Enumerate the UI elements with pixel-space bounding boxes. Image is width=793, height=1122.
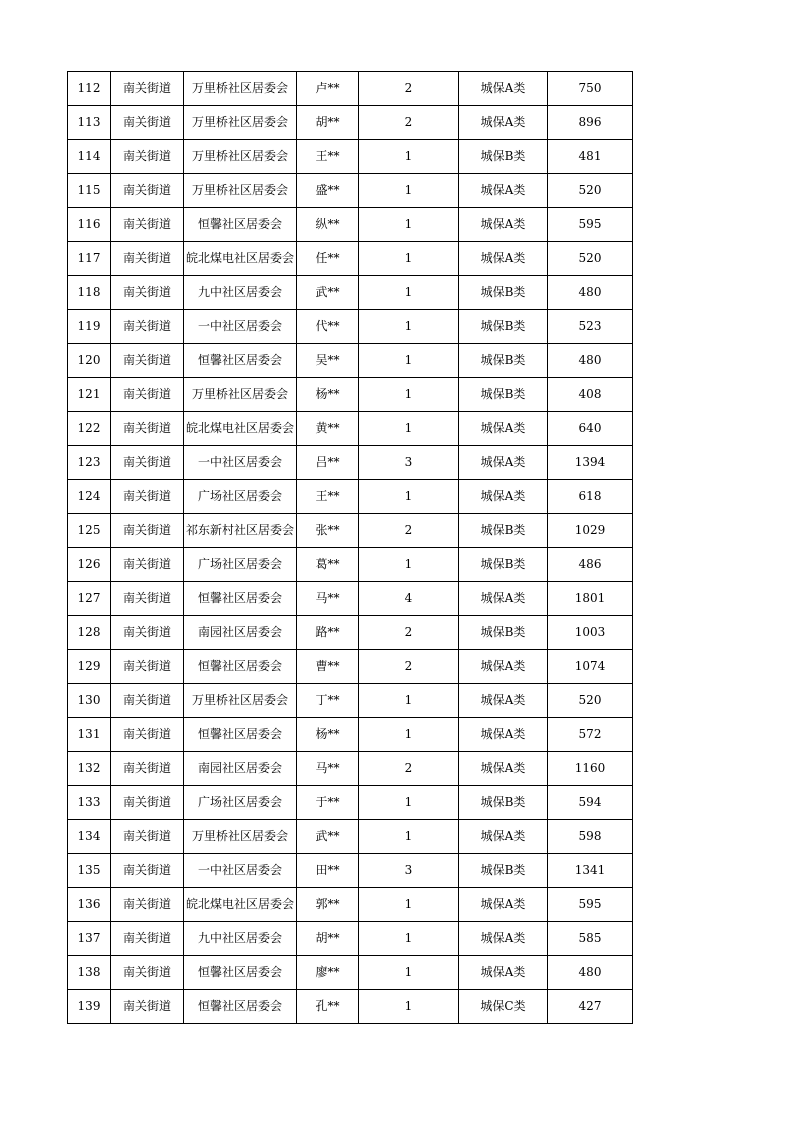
table-row [68, 174, 633, 208]
amount-cell: 480 [548, 956, 633, 990]
street-cell: 南关街道 [111, 786, 184, 820]
street-cell: 南关街道 [111, 378, 184, 412]
household-count-cell: 1 [359, 344, 459, 378]
insurance-category-cell: 城保A类 [459, 242, 548, 276]
person-name-cell: 吕** [297, 446, 359, 480]
street-cell: 南关街道 [111, 820, 184, 854]
table-row [68, 684, 633, 718]
community-cell: 万里桥社区居委会 [184, 684, 297, 718]
household-count-cell: 1 [359, 480, 459, 514]
community-cell: 皖北煤电社区居委会 [184, 412, 297, 446]
community-cell: 万里桥社区居委会 [184, 820, 297, 854]
insurance-category-cell: 城保A类 [459, 718, 548, 752]
household-count-cell: 2 [359, 106, 459, 140]
street-cell: 南关街道 [111, 208, 184, 242]
household-count-cell: 1 [359, 956, 459, 990]
person-name-cell: 田** [297, 854, 359, 888]
household-count-cell: 2 [359, 514, 459, 548]
community-cell: 一中社区居委会 [184, 310, 297, 344]
community-cell: 万里桥社区居委会 [184, 72, 297, 106]
street-cell: 南关街道 [111, 854, 184, 888]
row-number-cell: 133 [68, 786, 111, 820]
insurance-category-cell: 城保A类 [459, 752, 548, 786]
community-cell: 万里桥社区居委会 [184, 174, 297, 208]
insurance-category-cell: 城保B类 [459, 514, 548, 548]
table-row [68, 344, 633, 378]
amount-cell: 1341 [548, 854, 633, 888]
table-row [68, 480, 633, 514]
amount-cell: 1160 [548, 752, 633, 786]
row-number-cell: 118 [68, 276, 111, 310]
household-count-cell: 1 [359, 684, 459, 718]
row-number-cell: 134 [68, 820, 111, 854]
row-number-cell: 120 [68, 344, 111, 378]
insurance-category-cell: 城保A类 [459, 888, 548, 922]
amount-cell: 520 [548, 242, 633, 276]
community-cell: 南园社区居委会 [184, 752, 297, 786]
person-name-cell: 吴** [297, 344, 359, 378]
person-name-cell: 于** [297, 786, 359, 820]
table-row [68, 718, 633, 752]
table-row [68, 310, 633, 344]
person-name-cell: 王** [297, 140, 359, 174]
street-cell: 南关街道 [111, 276, 184, 310]
insurance-category-cell: 城保B类 [459, 310, 548, 344]
community-cell: 恒馨社区居委会 [184, 650, 297, 684]
amount-cell: 481 [548, 140, 633, 174]
insurance-category-cell: 城保B类 [459, 786, 548, 820]
street-cell: 南关街道 [111, 106, 184, 140]
street-cell: 南关街道 [111, 582, 184, 616]
insurance-category-cell: 城保A类 [459, 480, 548, 514]
person-name-cell: 纵** [297, 208, 359, 242]
household-count-cell: 1 [359, 922, 459, 956]
household-count-cell: 1 [359, 174, 459, 208]
insurance-category-cell: 城保B类 [459, 616, 548, 650]
community-cell: 一中社区居委会 [184, 854, 297, 888]
amount-cell: 520 [548, 174, 633, 208]
amount-cell: 1394 [548, 446, 633, 480]
person-name-cell: 胡** [297, 922, 359, 956]
row-number-cell: 127 [68, 582, 111, 616]
amount-cell: 594 [548, 786, 633, 820]
amount-cell: 618 [548, 480, 633, 514]
row-number-cell: 122 [68, 412, 111, 446]
insurance-category-cell: 城保A类 [459, 820, 548, 854]
household-count-cell: 1 [359, 412, 459, 446]
table-row [68, 412, 633, 446]
table-row [68, 616, 633, 650]
insurance-category-cell: 城保B类 [459, 548, 548, 582]
household-count-cell: 1 [359, 242, 459, 276]
amount-cell: 1003 [548, 616, 633, 650]
table-row [68, 106, 633, 140]
row-number-cell: 124 [68, 480, 111, 514]
street-cell: 南关街道 [111, 684, 184, 718]
table-row [68, 582, 633, 616]
household-count-cell: 1 [359, 990, 459, 1024]
insurance-category-cell: 城保A类 [459, 412, 548, 446]
community-cell: 万里桥社区居委会 [184, 140, 297, 174]
insurance-category-cell: 城保A类 [459, 208, 548, 242]
table-row [68, 922, 633, 956]
table-row [68, 140, 633, 174]
household-count-cell: 4 [359, 582, 459, 616]
community-cell: 广场社区居委会 [184, 786, 297, 820]
table-row [68, 446, 633, 480]
row-number-cell: 139 [68, 990, 111, 1024]
person-name-cell: 曹** [297, 650, 359, 684]
community-cell: 万里桥社区居委会 [184, 106, 297, 140]
table-row [68, 548, 633, 582]
amount-cell: 595 [548, 888, 633, 922]
community-cell: 九中社区居委会 [184, 922, 297, 956]
community-cell: 皖北煤电社区居委会 [184, 888, 297, 922]
community-cell: 万里桥社区居委会 [184, 378, 297, 412]
community-cell: 恒馨社区居委会 [184, 582, 297, 616]
household-count-cell: 2 [359, 72, 459, 106]
community-cell: 恒馨社区居委会 [184, 208, 297, 242]
street-cell: 南关街道 [111, 514, 184, 548]
row-number-cell: 123 [68, 446, 111, 480]
amount-cell: 1029 [548, 514, 633, 548]
household-count-cell: 1 [359, 378, 459, 412]
row-number-cell: 117 [68, 242, 111, 276]
person-name-cell: 代** [297, 310, 359, 344]
household-count-cell: 1 [359, 310, 459, 344]
person-name-cell: 武** [297, 820, 359, 854]
street-cell: 南关街道 [111, 616, 184, 650]
insurance-category-cell: 城保A类 [459, 956, 548, 990]
insurance-category-cell: 城保A类 [459, 684, 548, 718]
household-count-cell: 1 [359, 820, 459, 854]
amount-cell: 427 [548, 990, 633, 1024]
table-row [68, 956, 633, 990]
insurance-category-cell: 城保A类 [459, 106, 548, 140]
household-count-cell: 3 [359, 854, 459, 888]
table-row [68, 786, 633, 820]
household-count-cell: 2 [359, 650, 459, 684]
amount-cell: 480 [548, 276, 633, 310]
row-number-cell: 113 [68, 106, 111, 140]
person-name-cell: 杨** [297, 718, 359, 752]
amount-cell: 640 [548, 412, 633, 446]
table-row [68, 820, 633, 854]
insurance-category-cell: 城保A类 [459, 922, 548, 956]
household-count-cell: 1 [359, 786, 459, 820]
person-name-cell: 王** [297, 480, 359, 514]
table-row [68, 854, 633, 888]
street-cell: 南关街道 [111, 650, 184, 684]
table-row [68, 752, 633, 786]
row-number-cell: 130 [68, 684, 111, 718]
community-cell: 皖北煤电社区居委会 [184, 242, 297, 276]
person-name-cell: 张** [297, 514, 359, 548]
table-row [68, 650, 633, 684]
community-cell: 广场社区居委会 [184, 480, 297, 514]
community-cell: 祁东新村社区居委会 [184, 514, 297, 548]
person-name-cell: 胡** [297, 106, 359, 140]
street-cell: 南关街道 [111, 446, 184, 480]
person-name-cell: 马** [297, 752, 359, 786]
insurance-category-cell: 城保A类 [459, 174, 548, 208]
street-cell: 南关街道 [111, 174, 184, 208]
row-number-cell: 114 [68, 140, 111, 174]
street-cell: 南关街道 [111, 990, 184, 1024]
row-number-cell: 116 [68, 208, 111, 242]
household-count-cell: 1 [359, 548, 459, 582]
person-name-cell: 葛** [297, 548, 359, 582]
insurance-category-cell: 城保C类 [459, 990, 548, 1024]
person-name-cell: 路** [297, 616, 359, 650]
row-number-cell: 129 [68, 650, 111, 684]
person-name-cell: 马** [297, 582, 359, 616]
insurance-category-cell: 城保B类 [459, 140, 548, 174]
table-row [68, 242, 633, 276]
row-number-cell: 138 [68, 956, 111, 990]
table-row [68, 378, 633, 412]
community-cell: 恒馨社区居委会 [184, 718, 297, 752]
street-cell: 南关街道 [111, 412, 184, 446]
table-row [68, 72, 633, 106]
street-cell: 南关街道 [111, 72, 184, 106]
community-cell: 恒馨社区居委会 [184, 344, 297, 378]
person-name-cell: 郭** [297, 888, 359, 922]
street-cell: 南关街道 [111, 752, 184, 786]
insurance-category-cell: 城保B类 [459, 378, 548, 412]
amount-cell: 598 [548, 820, 633, 854]
row-number-cell: 137 [68, 922, 111, 956]
row-number-cell: 125 [68, 514, 111, 548]
amount-cell: 896 [548, 106, 633, 140]
amount-cell: 1801 [548, 582, 633, 616]
table-row [68, 990, 633, 1024]
community-cell: 恒馨社区居委会 [184, 956, 297, 990]
insurance-category-cell: 城保A类 [459, 446, 548, 480]
amount-cell: 585 [548, 922, 633, 956]
street-cell: 南关街道 [111, 888, 184, 922]
insurance-category-cell: 城保B类 [459, 276, 548, 310]
household-count-cell: 3 [359, 446, 459, 480]
amount-cell: 480 [548, 344, 633, 378]
household-count-cell: 1 [359, 718, 459, 752]
street-cell: 南关街道 [111, 718, 184, 752]
row-number-cell: 136 [68, 888, 111, 922]
insurance-category-cell: 城保B类 [459, 344, 548, 378]
amount-cell: 520 [548, 684, 633, 718]
community-cell: 恒馨社区居委会 [184, 990, 297, 1024]
amount-cell: 523 [548, 310, 633, 344]
amount-cell: 486 [548, 548, 633, 582]
street-cell: 南关街道 [111, 310, 184, 344]
amount-cell: 572 [548, 718, 633, 752]
household-count-cell: 1 [359, 276, 459, 310]
community-cell: 南园社区居委会 [184, 616, 297, 650]
person-name-cell: 孔** [297, 990, 359, 1024]
person-name-cell: 任** [297, 242, 359, 276]
household-count-cell: 1 [359, 208, 459, 242]
table-row [68, 514, 633, 548]
street-cell: 南关街道 [111, 344, 184, 378]
amount-cell: 408 [548, 378, 633, 412]
row-number-cell: 131 [68, 718, 111, 752]
household-count-cell: 1 [359, 140, 459, 174]
row-number-cell: 119 [68, 310, 111, 344]
household-count-cell: 2 [359, 752, 459, 786]
household-count-cell: 2 [359, 616, 459, 650]
insurance-category-cell: 城保B类 [459, 854, 548, 888]
household-count-cell: 1 [359, 888, 459, 922]
row-number-cell: 135 [68, 854, 111, 888]
community-cell: 一中社区居委会 [184, 446, 297, 480]
person-name-cell: 丁** [297, 684, 359, 718]
roster-table [67, 71, 633, 1024]
community-cell: 九中社区居委会 [184, 276, 297, 310]
insurance-category-cell: 城保A类 [459, 650, 548, 684]
person-name-cell: 盛** [297, 174, 359, 208]
table-row [68, 276, 633, 310]
community-cell: 广场社区居委会 [184, 548, 297, 582]
table-row [68, 888, 633, 922]
street-cell: 南关街道 [111, 480, 184, 514]
amount-cell: 595 [548, 208, 633, 242]
insurance-category-cell: 城保A类 [459, 582, 548, 616]
roster-body [68, 72, 633, 1024]
person-name-cell: 杨** [297, 378, 359, 412]
person-name-cell: 卢** [297, 72, 359, 106]
person-name-cell: 廖** [297, 956, 359, 990]
row-number-cell: 112 [68, 72, 111, 106]
street-cell: 南关街道 [111, 548, 184, 582]
person-name-cell: 黄** [297, 412, 359, 446]
street-cell: 南关街道 [111, 242, 184, 276]
row-number-cell: 115 [68, 174, 111, 208]
row-number-cell: 121 [68, 378, 111, 412]
street-cell: 南关街道 [111, 140, 184, 174]
insurance-category-cell: 城保A类 [459, 72, 548, 106]
person-name-cell: 武** [297, 276, 359, 310]
row-number-cell: 128 [68, 616, 111, 650]
street-cell: 南关街道 [111, 922, 184, 956]
row-number-cell: 126 [68, 548, 111, 582]
table-row [68, 208, 633, 242]
row-number-cell: 132 [68, 752, 111, 786]
amount-cell: 1074 [548, 650, 633, 684]
street-cell: 南关街道 [111, 956, 184, 990]
amount-cell: 750 [548, 72, 633, 106]
